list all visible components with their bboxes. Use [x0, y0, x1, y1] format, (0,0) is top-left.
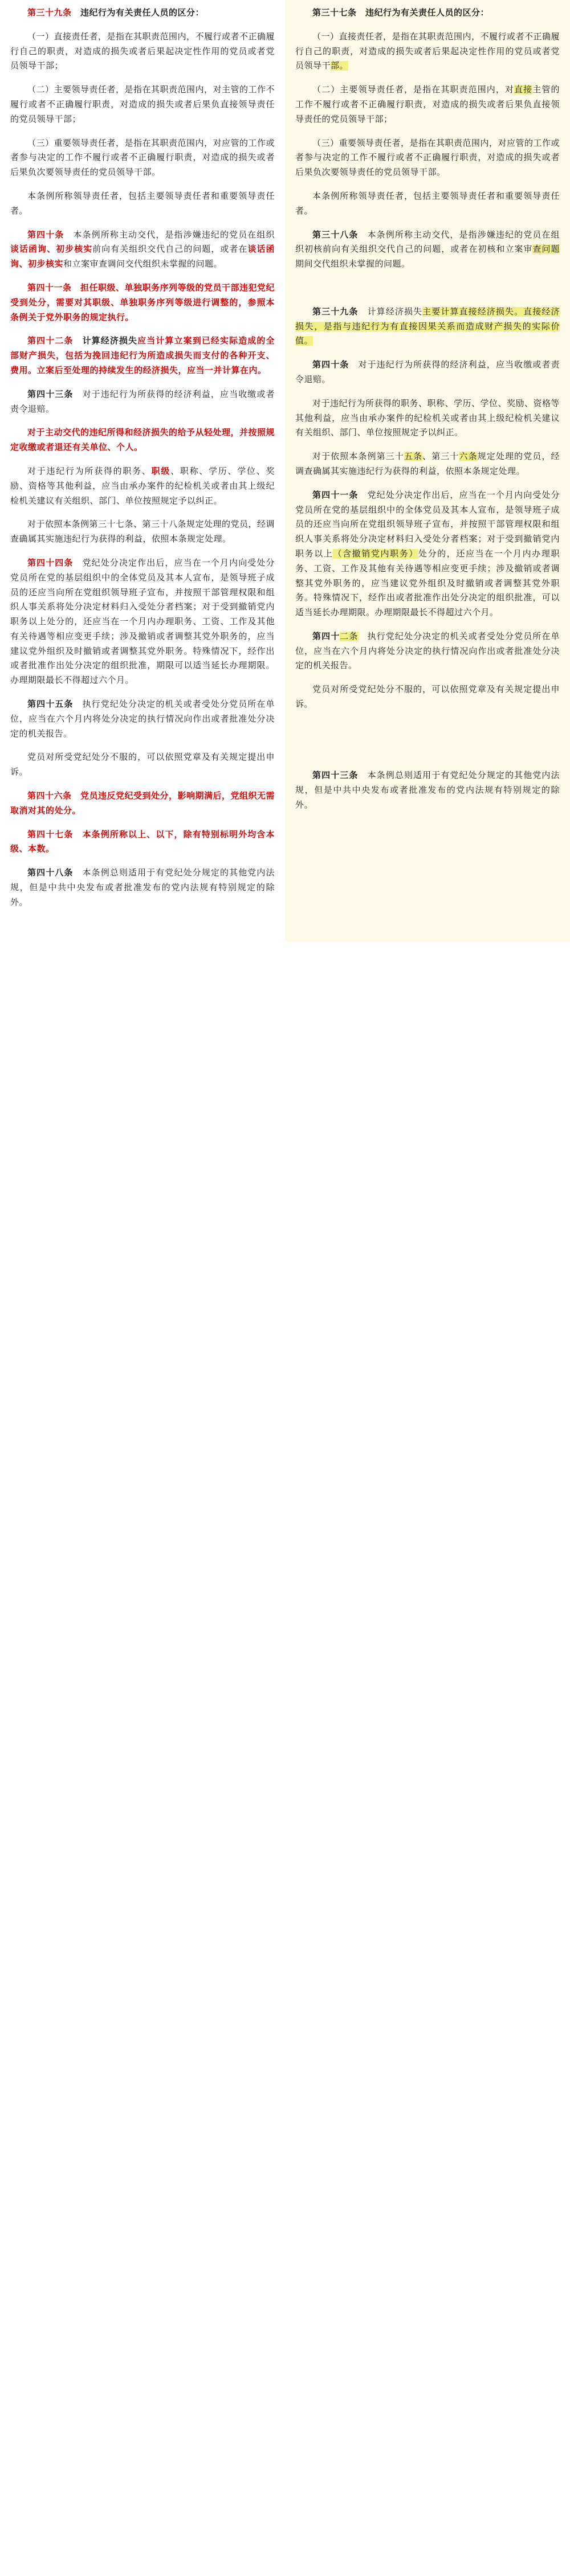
text-run: 对于依照本条例第三十: [312, 452, 404, 462]
text-run: 本条例所称主动交代，是指涉嫌违纪的党员在组织初核前向有关组织交代自己的问题，或者在初核和立案审: [295, 230, 560, 255]
text-run: 第四十一条: [312, 490, 359, 500]
text-run: 谈话函询、初步核实: [10, 244, 275, 269]
text-run: 对于违纪行为所获得的经济利益，应当收缴或者责令退赔。: [295, 360, 560, 384]
paragraph: [10, 517, 275, 547]
text-run: 第四十八条: [27, 868, 74, 878]
paragraph: [295, 358, 560, 387]
column-right-original-text: [285, 0, 570, 942]
text-run: 六条: [459, 452, 478, 462]
text-run: 第四十五条: [27, 699, 74, 710]
paragraph: [295, 83, 560, 126]
text-run: 谈话函询、初步核实: [10, 244, 93, 255]
text-run: 规定处理的党员，经调查确属其实施违纪行为获得的利益，依照本条规定处理。: [295, 452, 560, 476]
text-run: 第四十六条 党员违反党纪受到处分，影响期满后，党组织无需取消对其的处分。: [10, 791, 275, 816]
text-run: 党员对所受党纪处分不服的，可以依照党章及有关规定提出申诉。: [295, 685, 560, 710]
text-run: （三）重要领导责任者，是指在其职责范围内，对应管的工作或者参与决定的工作不履行或者不正确履行职责，对造成的损失或者后果负次要领导责任的党员领导干部。: [10, 138, 275, 178]
text-run: 对于违纪行为所获得的经济利益，应当收缴或者责令退赔。: [10, 389, 275, 414]
text-run: 执行党纪处分决定的机关或者受处分党员所在单位，应当在六个月内将处分决定的执行情况向作出或者批准处分决定的机关报告。: [295, 631, 560, 671]
text-run: 处分的，还应当在一个月内办理职务、工资、工作及其他有关待遇等相应变更手续；涉及撤销或者调整其党外职务的，应当建议党外组织及时撤销或者调整其党外职务。特殊情况下，经作出或者批准作出处分决定的组织批准，可以适当延长办理期限。办理期限最长不得超过六个月。: [295, 548, 560, 618]
paragraph: [10, 83, 275, 126]
text-run: 本条例所称主动交代，是指涉嫌违纪的党员在组织: [64, 230, 275, 240]
text-run: 第四十三条: [312, 771, 359, 781]
paragraph: [10, 750, 275, 780]
paragraph: [295, 682, 560, 712]
paragraph: [10, 697, 275, 741]
text-run: 主管的工作不履行或者不正确履行职责，对造成的损失或者后果负直接领导责任的党员领导干部；: [295, 85, 560, 124]
paragraph: [10, 281, 275, 325]
text-run: 执行党纪处分决定的机关或者受处分党员所在单位，应当在六个月内将处分决定的执行情况向作出或者批准处分决定的机关报告。: [10, 699, 275, 739]
text-run: 本条例所称领导责任者，包括主要领导责任者和重要领导责任者。: [10, 191, 275, 216]
document-comparison-view: [0, 0, 570, 942]
text-run: 主要计算直接经济损失。直接经济损失，是指与违纪行为有直接因果关系而造成财产损失的实际价值。: [295, 306, 560, 346]
paragraph: [10, 464, 275, 508]
text-run: 第四十七条 本条例所称以上、以下，除有特别标明外均含本级、本数。: [10, 829, 275, 854]
text-run: （二）主要领导责任者，是指在其职责范围内，对: [312, 85, 515, 95]
paragraph: [295, 629, 560, 673]
text-run: 第三十九条: [312, 306, 359, 317]
text-run: 党纪处分决定作出后，应当在一个月内向受处分党员所在党的基层组织中的全体党员及其本人宣布，是领导班子成员的还应当向所在党组织领导班子宣布，并按照干部管理权限和组织人事关系将处分决定材料归入受处分者档案；对于受到撤销党内职务以上处分的，还应当在一个月内办理职务、工资、工作及其他有关待遇等相应变更手续；涉及撤销或者调整其党外职务的，应当建议党外组织及时撤销或者调整其党外职务。特殊情况下，经作出或者批准作出处分决定的组织批准，期限可以适当延长办理期限。办理期限最长不得超过六个月。: [10, 558, 275, 686]
text-run: 对于主动交代的违纪所得和经济损失的给予从轻处理，并按照规定收缴或者退还有关单位、个人。: [10, 428, 275, 453]
paragraph: [10, 228, 275, 272]
text-run: （一）直接责任者，是指在其职责范围内，不履行或者不正确履行自己的职责，对造成的损失或者后果起决定性作用的党员或者党员领导干部；: [10, 31, 275, 71]
text-run: 期间交代组织未掌握的问题。: [295, 259, 410, 269]
text-run: 对于依照本条例第三十七条、第三十八条规定处理的党员，经调查确属其实施违纪行为获得的利益，依照本条规定处理。: [10, 519, 275, 544]
paragraph: [295, 768, 560, 812]
text-run: 应当计算立案到已经实际造成的全部财产损失，包括为挽回违纪行为所造成损失而支付的各种开支、费用。立案后至处理的持续发生的经济损失，应当一并计算在内。: [10, 336, 275, 375]
paragraph: [10, 828, 275, 857]
text-run: 前向有关组织交代自己的问题，或者在: [92, 244, 248, 255]
text-run: 第四十: [312, 631, 340, 641]
text-run: 职级: [151, 466, 171, 476]
text-run: （一）直接责任者，是指在其职责范围内，不履行或者不正确履行自己的职责，对造成的损失或者后果起决定性作用的党员或者党员领导干: [295, 31, 560, 71]
text-run: 、第三十: [422, 452, 459, 462]
paragraph: [295, 449, 560, 479]
paragraph: [10, 556, 275, 688]
text-run: 党员对所受党纪处分不服的，可以依照党章及有关规定提出申诉。: [10, 752, 275, 777]
text-run: 本条例所称领导责任者，包括主要领导责任者和重要领导责任者。: [295, 191, 560, 216]
paragraph: [10, 6, 275, 21]
text-run: 查问题: [532, 244, 560, 255]
text-run: 对于违纪行为所获得的职务、: [27, 466, 152, 476]
text-run: 第四十二条: [27, 336, 74, 346]
paragraph: [295, 6, 560, 21]
text-run: （三）重要领导责任者，是指在其职责范围内，对应管的工作或者参与决定的工作不履行或者不正确履行职责，对造成的损失或者后果负次要领导责任的党员领导干部。: [295, 138, 560, 178]
text-run: 二条: [340, 631, 359, 641]
paragraph: [10, 136, 275, 180]
text-run: 第三十七条: [312, 8, 357, 18]
paragraph: [10, 30, 275, 73]
paragraph: [10, 387, 275, 417]
text-run: 计算经济损失: [358, 306, 423, 317]
text-run: 第三十九条: [27, 8, 72, 18]
text-run: 和立案审查调问交代组织未掌握的问题。: [63, 259, 223, 269]
paragraph: [295, 136, 560, 180]
text-run: 五条: [404, 452, 423, 462]
paragraph: [10, 866, 275, 910]
text-run: 本条例总则适用于有党纪处分规定的其他党内法规，但是中共中央发布或者批准发布的党内法规有特别规定的除外。: [295, 771, 560, 810]
text-run: （含撤销党内职务）: [333, 548, 418, 559]
paragraph: [295, 396, 560, 440]
text-run: 部。: [331, 61, 349, 71]
paragraph: [10, 334, 275, 378]
text-run: 第四十条: [27, 230, 64, 240]
paragraph: [10, 189, 275, 219]
text-run: 第四十四条: [27, 558, 74, 568]
text-run: 第三十八条: [312, 230, 359, 240]
paragraph: [10, 789, 275, 818]
text-run: 违纪行为有关责任人员的区分：: [356, 8, 490, 18]
text-run: 第四十一条 担任职级、单独职务序列等级的党员干部违犯党纪受到处分，需要对其职级、单独职务序列等级进行调整的，参照本条例关于党外职务的规定执行。: [10, 282, 275, 322]
text-run: 、职称、学历、学位、奖励、资格等其他利益，应当由承办案件的纪检机关或者由其上级纪检机关建议有关组织、部门、单位按照规定予以纠正。: [10, 466, 275, 506]
text-run: 第四十条: [312, 360, 349, 370]
text-run: 直接: [514, 85, 533, 95]
paragraph: [295, 305, 560, 349]
text-run: 对于违纪行为所获得的职务、职称、学历、学位、奖励、资格等其他利益，应当由承办案件的纪检机关或者由其上级纪检机关建议有关组织、部门、单位按照规定予以纠正。: [295, 398, 560, 438]
text-run: 本条例总则适用于有党纪处分规定的其他党内法规，但是中共中央发布或者批准发布的党内法规有特别规定的除外。: [10, 868, 275, 907]
paragraph: [295, 189, 560, 219]
text-run: 第四十三条: [27, 389, 74, 399]
column-left-revised-text: [0, 0, 285, 942]
paragraph: [10, 425, 275, 455]
paragraph: [295, 228, 560, 272]
text-run: 违纪行为有关责任人员的区分：: [71, 8, 205, 18]
text-run: 计算经济损失: [73, 336, 138, 346]
text-run: 党纪处分决定作出后，应当在一个月内向受处分党员所在党的基层组织中的全体党员及其本人宣布，是领导班子成员的还应当向所在党组织领导班子宣布，并按照干部管理权限和组织人事关系将处分决定材料归入受处分者档案；对于受到撤销党内职务以上: [295, 490, 560, 559]
paragraph: [295, 30, 560, 73]
paragraph: [295, 488, 560, 620]
text-run: （二）主要领导责任者，是指在其职责范围内，对主管的工作不履行或者不正确履行职责，对造成的损失或者后果负直接领导责任的党员领导干部；: [10, 85, 275, 124]
